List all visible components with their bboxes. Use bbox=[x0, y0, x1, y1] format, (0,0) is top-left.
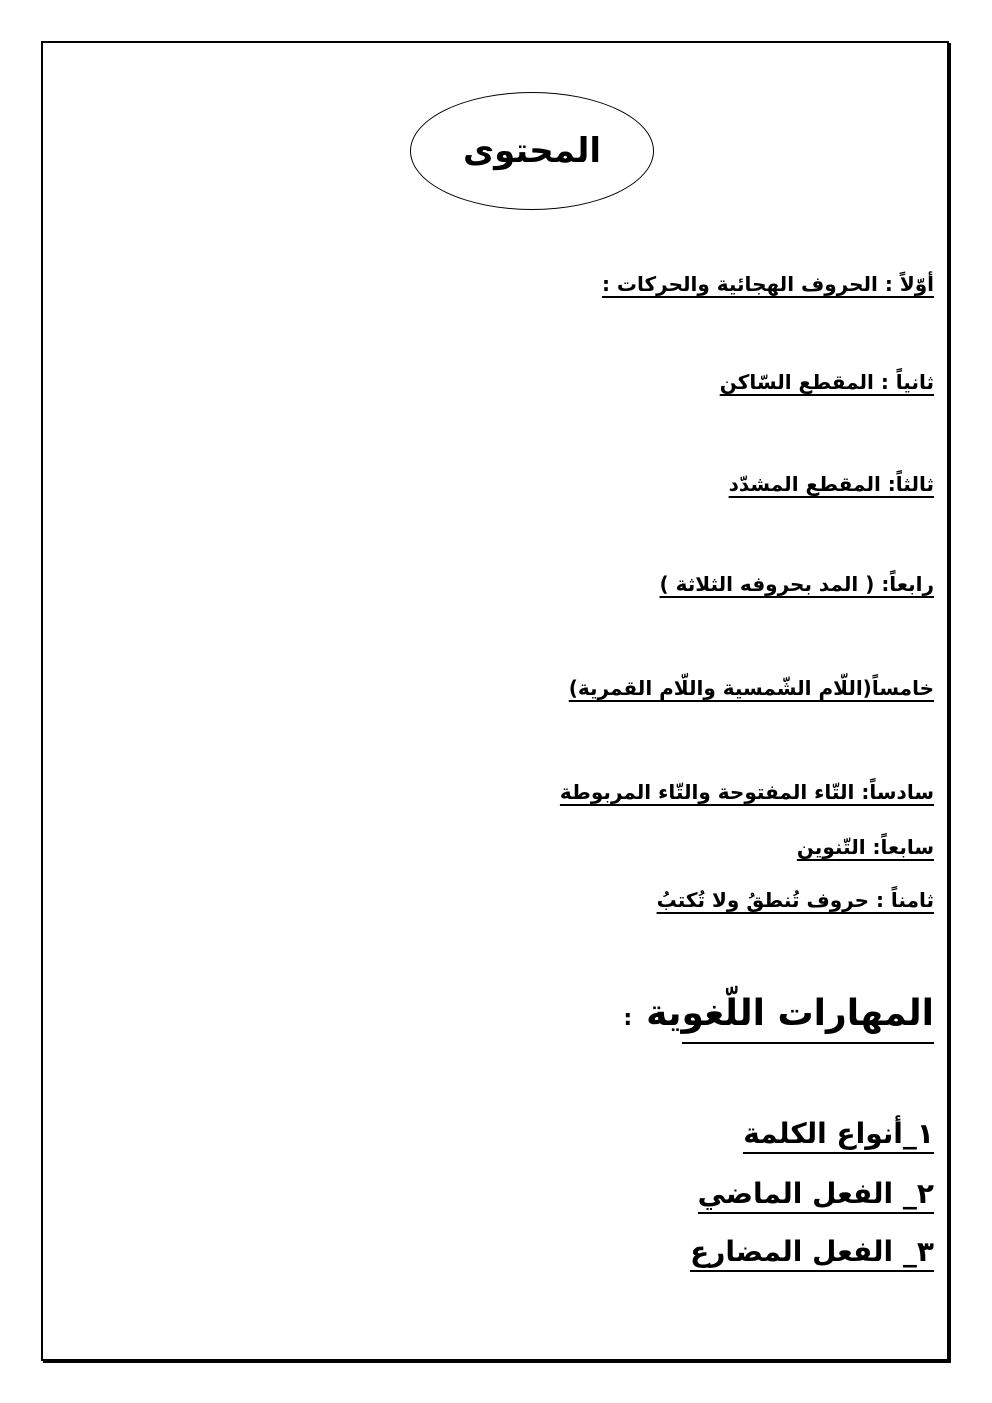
page-title: المحتوى bbox=[462, 131, 602, 171]
toc-item-8: ثامناً : حروف تُنطقُ ولا تُكتبُ bbox=[656, 888, 934, 912]
title-ellipse bbox=[410, 92, 654, 210]
skill-item-3: ٣_ الفعل المضارع bbox=[690, 1236, 934, 1272]
skill-item-1: ١_أنواع الكلمة bbox=[743, 1118, 934, 1154]
toc-item-3: ثالثاً: المقطع المشدّد bbox=[728, 472, 934, 496]
toc-item-4: رابعاً: ( المد بحروفه الثلاثة ) bbox=[659, 572, 934, 596]
toc-item-1: أوّلاً : الحروف الهجائية والحركات : bbox=[601, 272, 934, 296]
skills-heading-text: المهارات اللّغوية bbox=[646, 993, 934, 1034]
skills-heading bbox=[623, 993, 934, 1044]
toc-item-5: خامساً(اللّام الشّمسية واللّام القمرية) bbox=[568, 676, 934, 700]
toc-item-7: سابعاً: التّنوين bbox=[796, 835, 934, 859]
toc-item-2: ثانياً : المقطع السّاكن bbox=[719, 370, 934, 394]
skills-heading-colon: : bbox=[623, 1006, 633, 1031]
toc-item-6: سادساً: التّاء المفتوحة والتّاء المربوطة bbox=[559, 780, 934, 804]
page-border bbox=[41, 41, 949, 1361]
skill-item-2: ٢_ الفعل الماضي bbox=[698, 1178, 934, 1214]
